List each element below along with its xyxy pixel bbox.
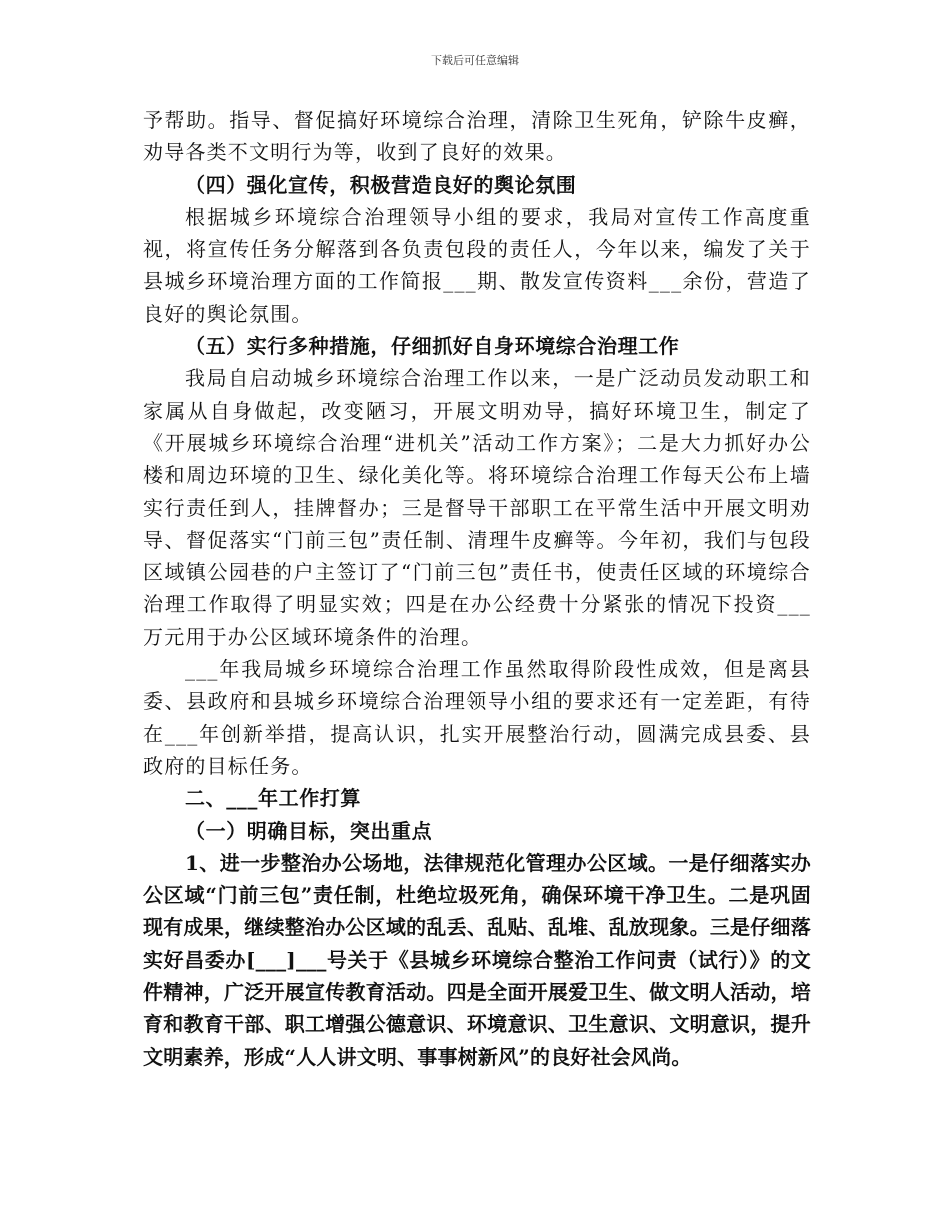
- page-header: 下载后可任意编辑: [431, 54, 519, 67]
- paragraph-continuation: 予帮助。指导、督促搞好环境综合治理，清除卫生死角，铲除牛皮癣，劝导各类不文明行为等，收到了良好的效果。: [143, 108, 811, 165]
- paragraph-summary: ___年我局城乡环境综合治理工作虽然取得阶段性成效，但是离县委、县政府和县城乡环境综合治理领导小组的要求还有一定差距，有待在___年创新举措，提高认识，扎实开展整治行动，圆满完成县委、县政府的目标任务。: [143, 657, 811, 778]
- section-heading-4: （四）强化宣传，积极营造良好的舆论氛围: [185, 172, 577, 197]
- section-heading-goals: （一）明确目标，突出重点: [185, 818, 433, 843]
- paragraph-office-rectification: 1、进一步整治办公场地，法律规范化管理办公区域。一是仔细落实办公区域“门前三包”责任制，杜绝垃圾死角，确保环境干净卫生。二是巩固现有成果，继续整治办公区域的乱丢、乱贴、乱堆、乱放现象。三是仔细落实好昌委办[___]___号关于《县城乡环境综合整治工作问责（试行）》的文件精神，广泛开展宣传教育活动。四是全面开展爱卫生、做文明人活动，培育和教育干部、职工增强公德意识、环境意识、卫生意识、文明意识，提升文明素养，形成“人人讲文明、事事树新风”的良好社会风尚。: [143, 850, 811, 1069]
- section-heading-plan: 二、___年工作打算: [185, 786, 361, 811]
- paragraph-measures: 我局自启动城乡环境综合治理工作以来，一是广泛动员发动职工和家属从自身做起，改变陋习，开展文明劝导，搞好环境卫生，制定了《开展城乡环境综合治理“进机关”活动工作方案》；二是大力抓好办公楼和周边环境的卫生、绿化美化等。将环境综合治理工作每天公布上墙实行责任到人，挂牌督办；三是督导干部职工在平常生活中开展文明劝导、督促落实“门前三包”责任制、清理牛皮癣等。今年初，我们与包段区域镇公园巷的户主签订了“门前三包”责任书，使责任区域的环境综合治理工作取得了明显实效；四是在办公经费十分紧张的情况下投资___万元用于办公区域环境条件的治理。: [143, 366, 811, 649]
- document-body: [143, 104, 811, 1073]
- paragraph-publicity: 根据城乡环境综合治理领导小组的要求，我局对宣传工作高度重视，将宣传任务分解落到各负责包段的责任人，今年以来，编发了关于县城乡环境治理方面的工作简报___期、散发宣传资料___余份，营造了良好的舆论氛围。: [143, 204, 811, 326]
- section-heading-5: （五）实行多种措施，仔细抓好自身环境综合治理工作: [185, 334, 680, 359]
